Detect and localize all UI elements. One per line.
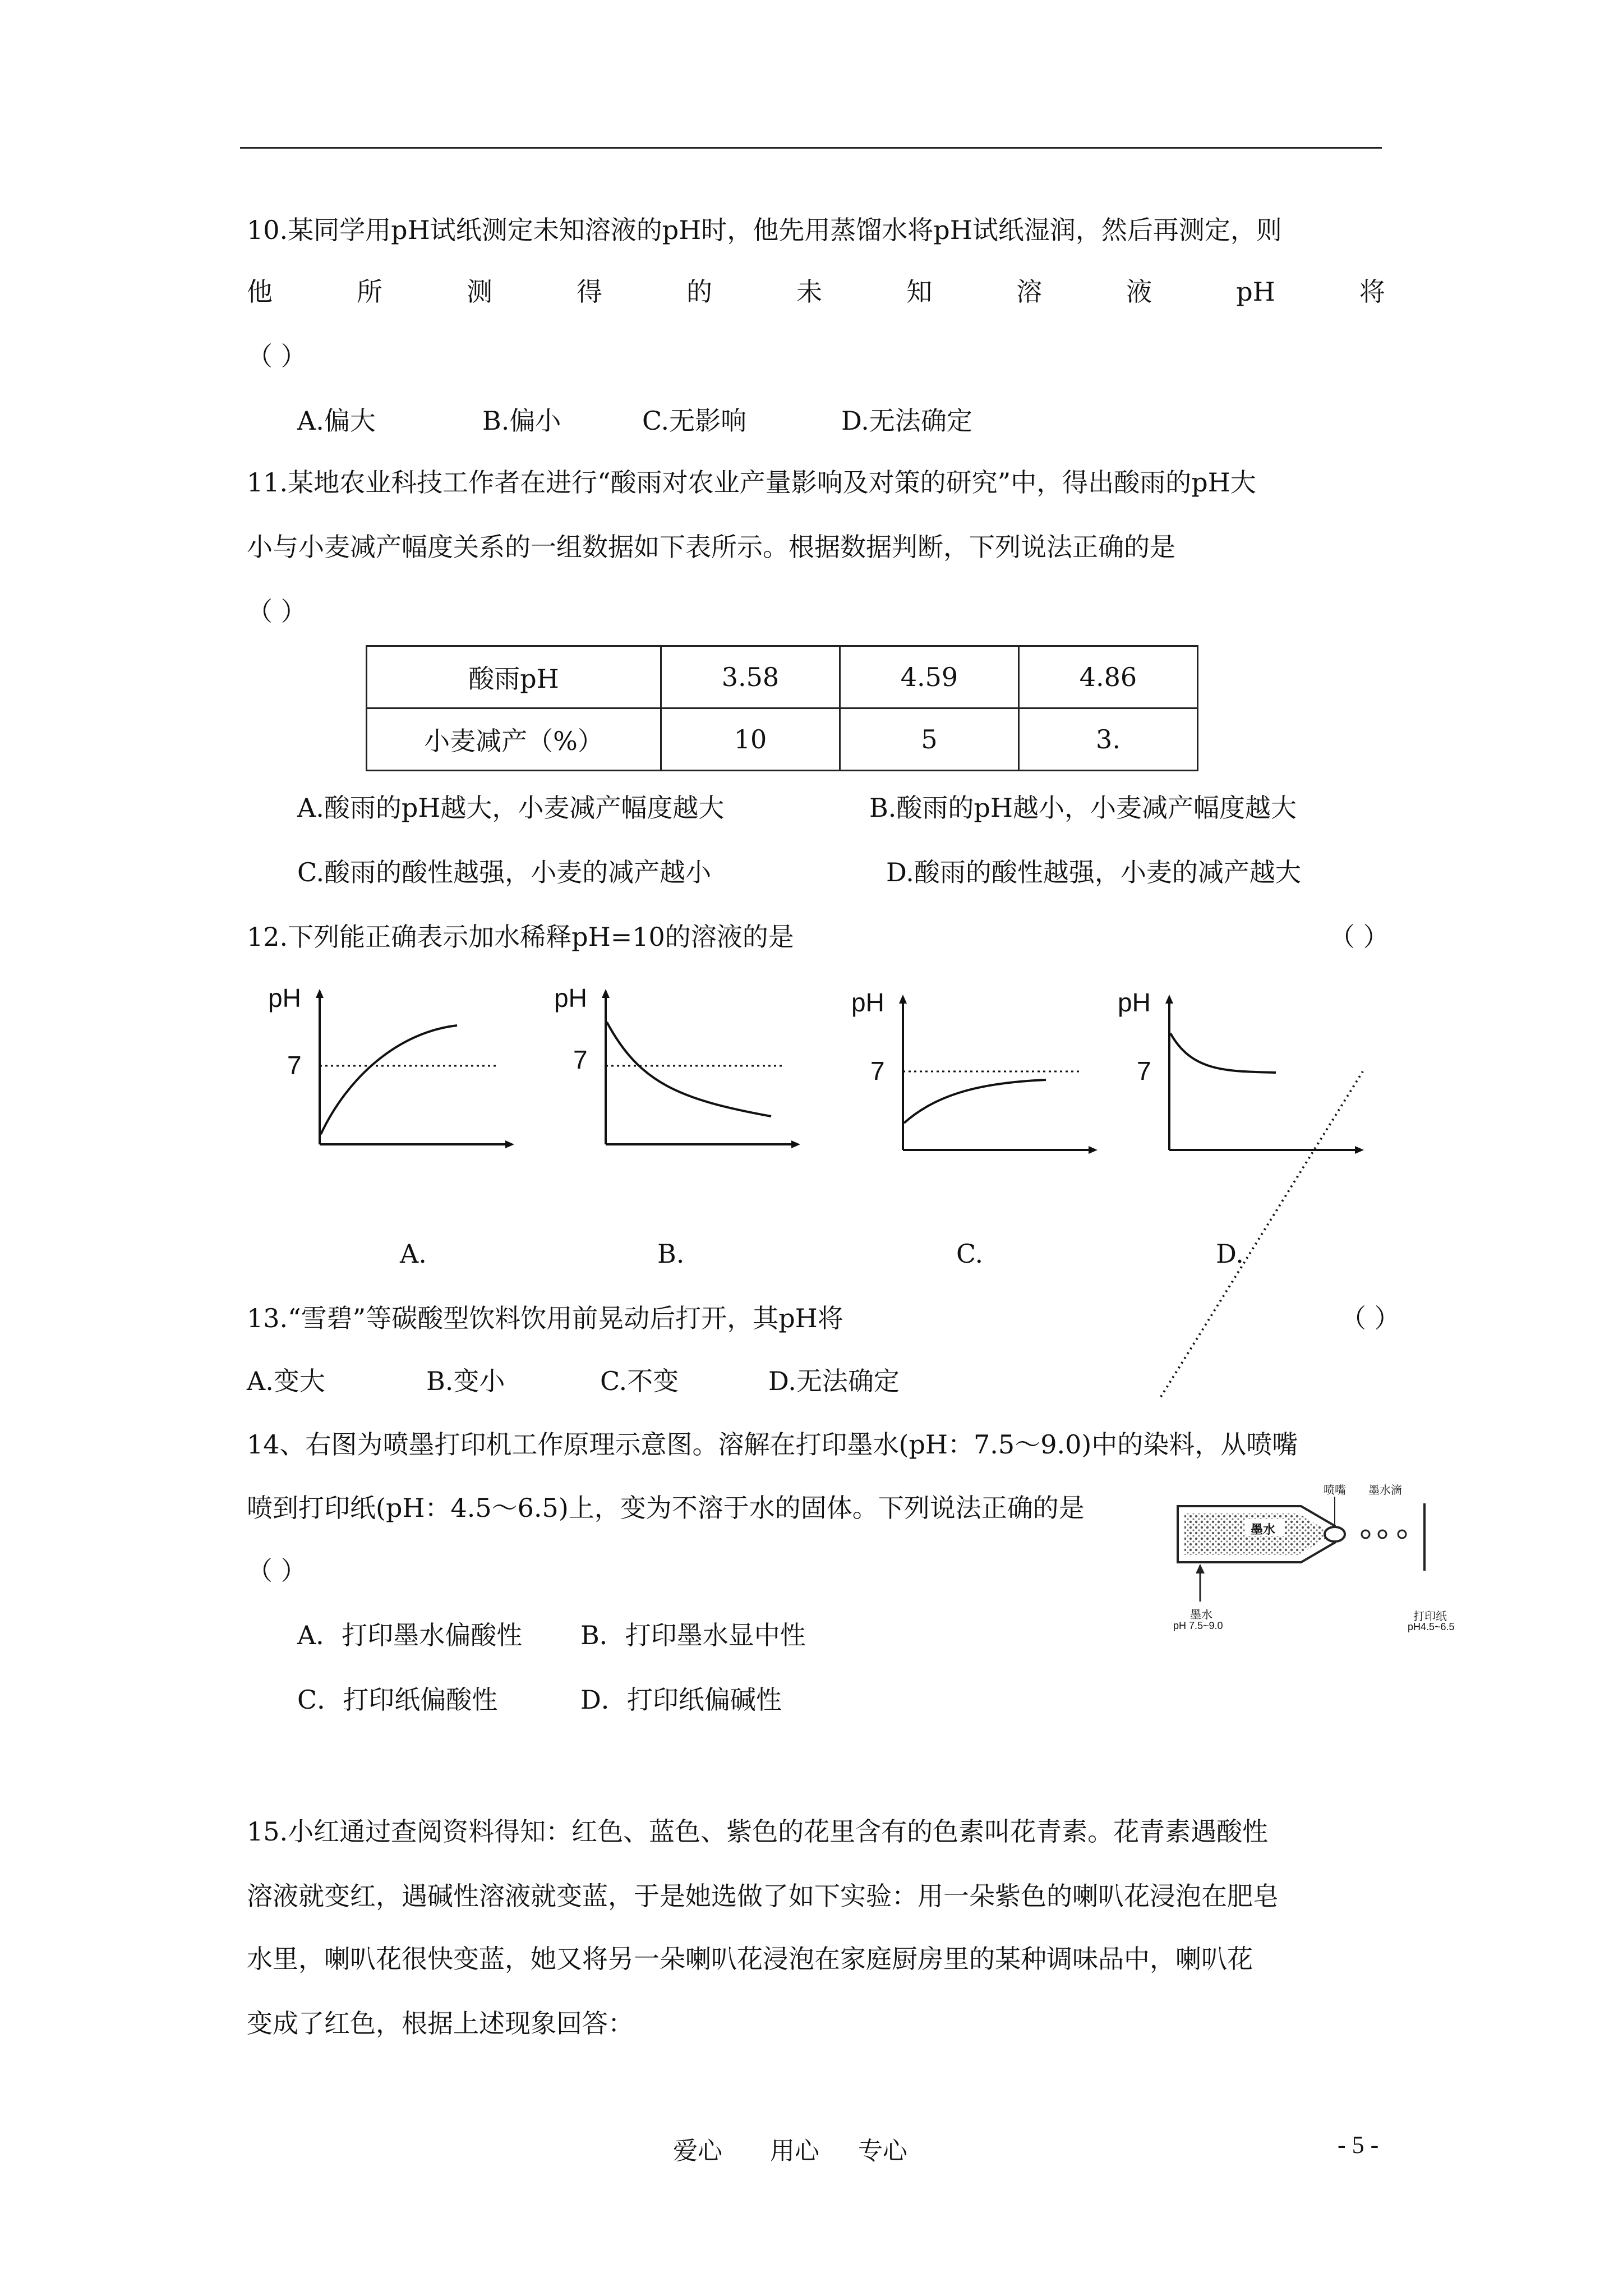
q10-word: 溶 [1016, 277, 1043, 307]
paper-label: 打印纸 [1413, 1611, 1447, 1623]
q10-word: 所 [357, 277, 383, 307]
q10-option-b: B.偏小 [482, 406, 561, 436]
q10-option-a: A.偏大 [297, 406, 376, 436]
nozzle-label: 喷嘴 [1324, 1484, 1346, 1497]
graph-a-seven: 7 [287, 1051, 302, 1080]
graph-d-axis-label: pH [1118, 988, 1151, 1017]
graph-c-curve [904, 1080, 1046, 1123]
q11-option-a: A.酸雨的pH越大，小麦减产幅度越大 [297, 793, 725, 823]
q11-option-c: C.酸雨的酸性越强，小麦的减产越小 [297, 857, 712, 887]
graph-c [886, 993, 1110, 1161]
footer-slogan-2: 用心 [770, 2137, 819, 2165]
q14-option-a: A．打印墨水偏酸性 [297, 1620, 523, 1650]
table-cell: 4.86 [1019, 646, 1198, 708]
q10-word: 将 [1359, 277, 1385, 307]
q10-word: 得 [577, 277, 603, 307]
paper-ph-label: pH4.5~6.5 [1408, 1621, 1455, 1632]
table-cell: 4.59 [840, 646, 1019, 708]
acid-rain-table [366, 645, 1198, 771]
graph-a-axis-label: pH [268, 983, 301, 1013]
q10-word: 未 [796, 277, 823, 307]
graph-c-label: C. [956, 1239, 984, 1269]
q11-option-b: B.酸雨的pH越小，小麦减产幅度越大 [869, 793, 1297, 823]
graph-b [589, 987, 813, 1156]
q13-option-b: B.变小 [426, 1366, 505, 1396]
graph-a-curve [321, 1025, 457, 1134]
q10-line2 [247, 275, 1385, 309]
ink-drop-icon [1378, 1530, 1386, 1538]
graph-c-seven: 7 [870, 1056, 885, 1085]
table-header-yield: 小麦减产（%） [367, 708, 661, 771]
table-cell: 10 [661, 708, 840, 771]
table-header-ph: 酸雨pH [367, 646, 661, 708]
q11-answer-paren: （ ） [247, 596, 307, 627]
q13-answer-paren: （ ） [1340, 1303, 1400, 1333]
ink-drop-icon [1398, 1530, 1406, 1538]
page-number: - 5 - [1338, 2131, 1379, 2159]
q10-word: 他 [247, 277, 273, 307]
printer-diagram [1166, 1481, 1469, 1672]
q14-line1: 14、右图为喷墨打印机工作原理示意图。溶解在打印墨水(pH：7.5～9.0)中的染料，从喷嘴 [247, 1429, 1298, 1460]
q10-answer-paren: （ ） [247, 341, 307, 371]
q10-option-c: C.无影响 [642, 406, 747, 436]
q14-line2: 喷到打印纸(pH：4.5～6.5)上，变为不溶于水的固体。下列说法正确的是 [247, 1493, 1085, 1523]
q13-option-a: A.变大 [247, 1366, 325, 1396]
q15-line2: 溶液就变红，遇碱性溶液就变蓝，于是她选做了如下实验：用一朵紫色的喇叭花浸泡在肥皂 [247, 1881, 1279, 1911]
dotted-diagonal-line [1155, 1066, 1368, 1402]
graph-a [303, 987, 527, 1156]
graph-b-axis-label: pH [554, 983, 587, 1013]
ink-inside-label: 墨水 [1251, 1522, 1276, 1536]
graph-b-seven: 7 [573, 1045, 588, 1074]
q12-stem: 12.下列能正确表示加水稀释pH=10的溶液的是 [247, 922, 794, 952]
q10-option-d: D.无法确定 [841, 406, 972, 436]
q10-word: 的 [686, 277, 713, 307]
q14-answer-paren: （ ） [247, 1556, 307, 1586]
graph-b-curve [607, 1022, 771, 1116]
footer-slogan-1: 爱心 [673, 2137, 722, 2165]
q15-line4: 变成了红色，根据上述现象回答： [247, 2008, 634, 2039]
ink-ph-label: pH 7.5~9.0 [1173, 1620, 1223, 1631]
q11-option-d: D.酸雨的酸性越强，小麦的减产越大 [886, 857, 1301, 887]
graph-b-label: B. [657, 1239, 685, 1269]
q15-line1: 15.小红通过查阅资料得知：红色、蓝色、紫色的花里含有的色素叫花青素。花青素遇酸性 [247, 1816, 1269, 1847]
q10-word: 知 [906, 277, 933, 307]
q10-word: 测 [467, 277, 493, 307]
graph-a-label: A. [400, 1239, 427, 1269]
q14-option-d: D．打印纸偏碱性 [580, 1685, 782, 1715]
q10-word: 液 [1126, 277, 1152, 307]
ink-drop-icon [1362, 1530, 1370, 1538]
q13-option-d: D.无法确定 [768, 1366, 900, 1396]
q10-word: pH [1236, 277, 1275, 307]
ink-drop-label: 墨水滴 [1368, 1484, 1402, 1497]
q10-line1: 10.某同学用pH试纸测定未知溶液的pH时，他先用蒸馏水将pH试纸湿润，然后再测定，则 [247, 215, 1282, 245]
q14-option-b: B．打印墨水显中性 [580, 1620, 806, 1650]
q14-option-c: C．打印纸偏酸性 [297, 1685, 498, 1715]
q13-option-c: C.不变 [600, 1366, 679, 1396]
q11-line1: 11.某地农业科技工作者在进行“酸雨对农业产量影响及对策的研究”中，得出酸雨的pH大 [247, 467, 1256, 498]
ink-label: 墨水 [1190, 1609, 1212, 1621]
footer-slogan-3: 专心 [858, 2137, 907, 2165]
q13-stem: 13.“雪碧”等碳酸型饮料饮用前晃动后打开，其pH将 [247, 1303, 843, 1333]
table-cell: 3. [1019, 708, 1198, 771]
table-row [367, 646, 1198, 708]
inkjet-printer-figure [1166, 1481, 1469, 1672]
table-row [367, 708, 1198, 771]
graph-c-axis-label: pH [851, 988, 884, 1017]
table-cell: 5 [840, 708, 1019, 771]
q12-answer-paren: （ ） [1329, 922, 1389, 952]
header-rule [240, 147, 1382, 149]
nozzle-icon [1325, 1527, 1345, 1542]
q11-line2: 小与小麦减产幅度关系的一组数据如下表所示。根据数据判断，下列说法正确的是 [247, 532, 1175, 562]
table-cell: 3.58 [661, 646, 840, 708]
q15-line3: 水里，喇叭花很快变蓝，她又将另一朵喇叭花浸泡在家庭厨房里的某种调味品中，喇叭花 [247, 1944, 1253, 1974]
graph-d-seven: 7 [1137, 1056, 1151, 1085]
graph-d-label: D. [1216, 1239, 1244, 1269]
